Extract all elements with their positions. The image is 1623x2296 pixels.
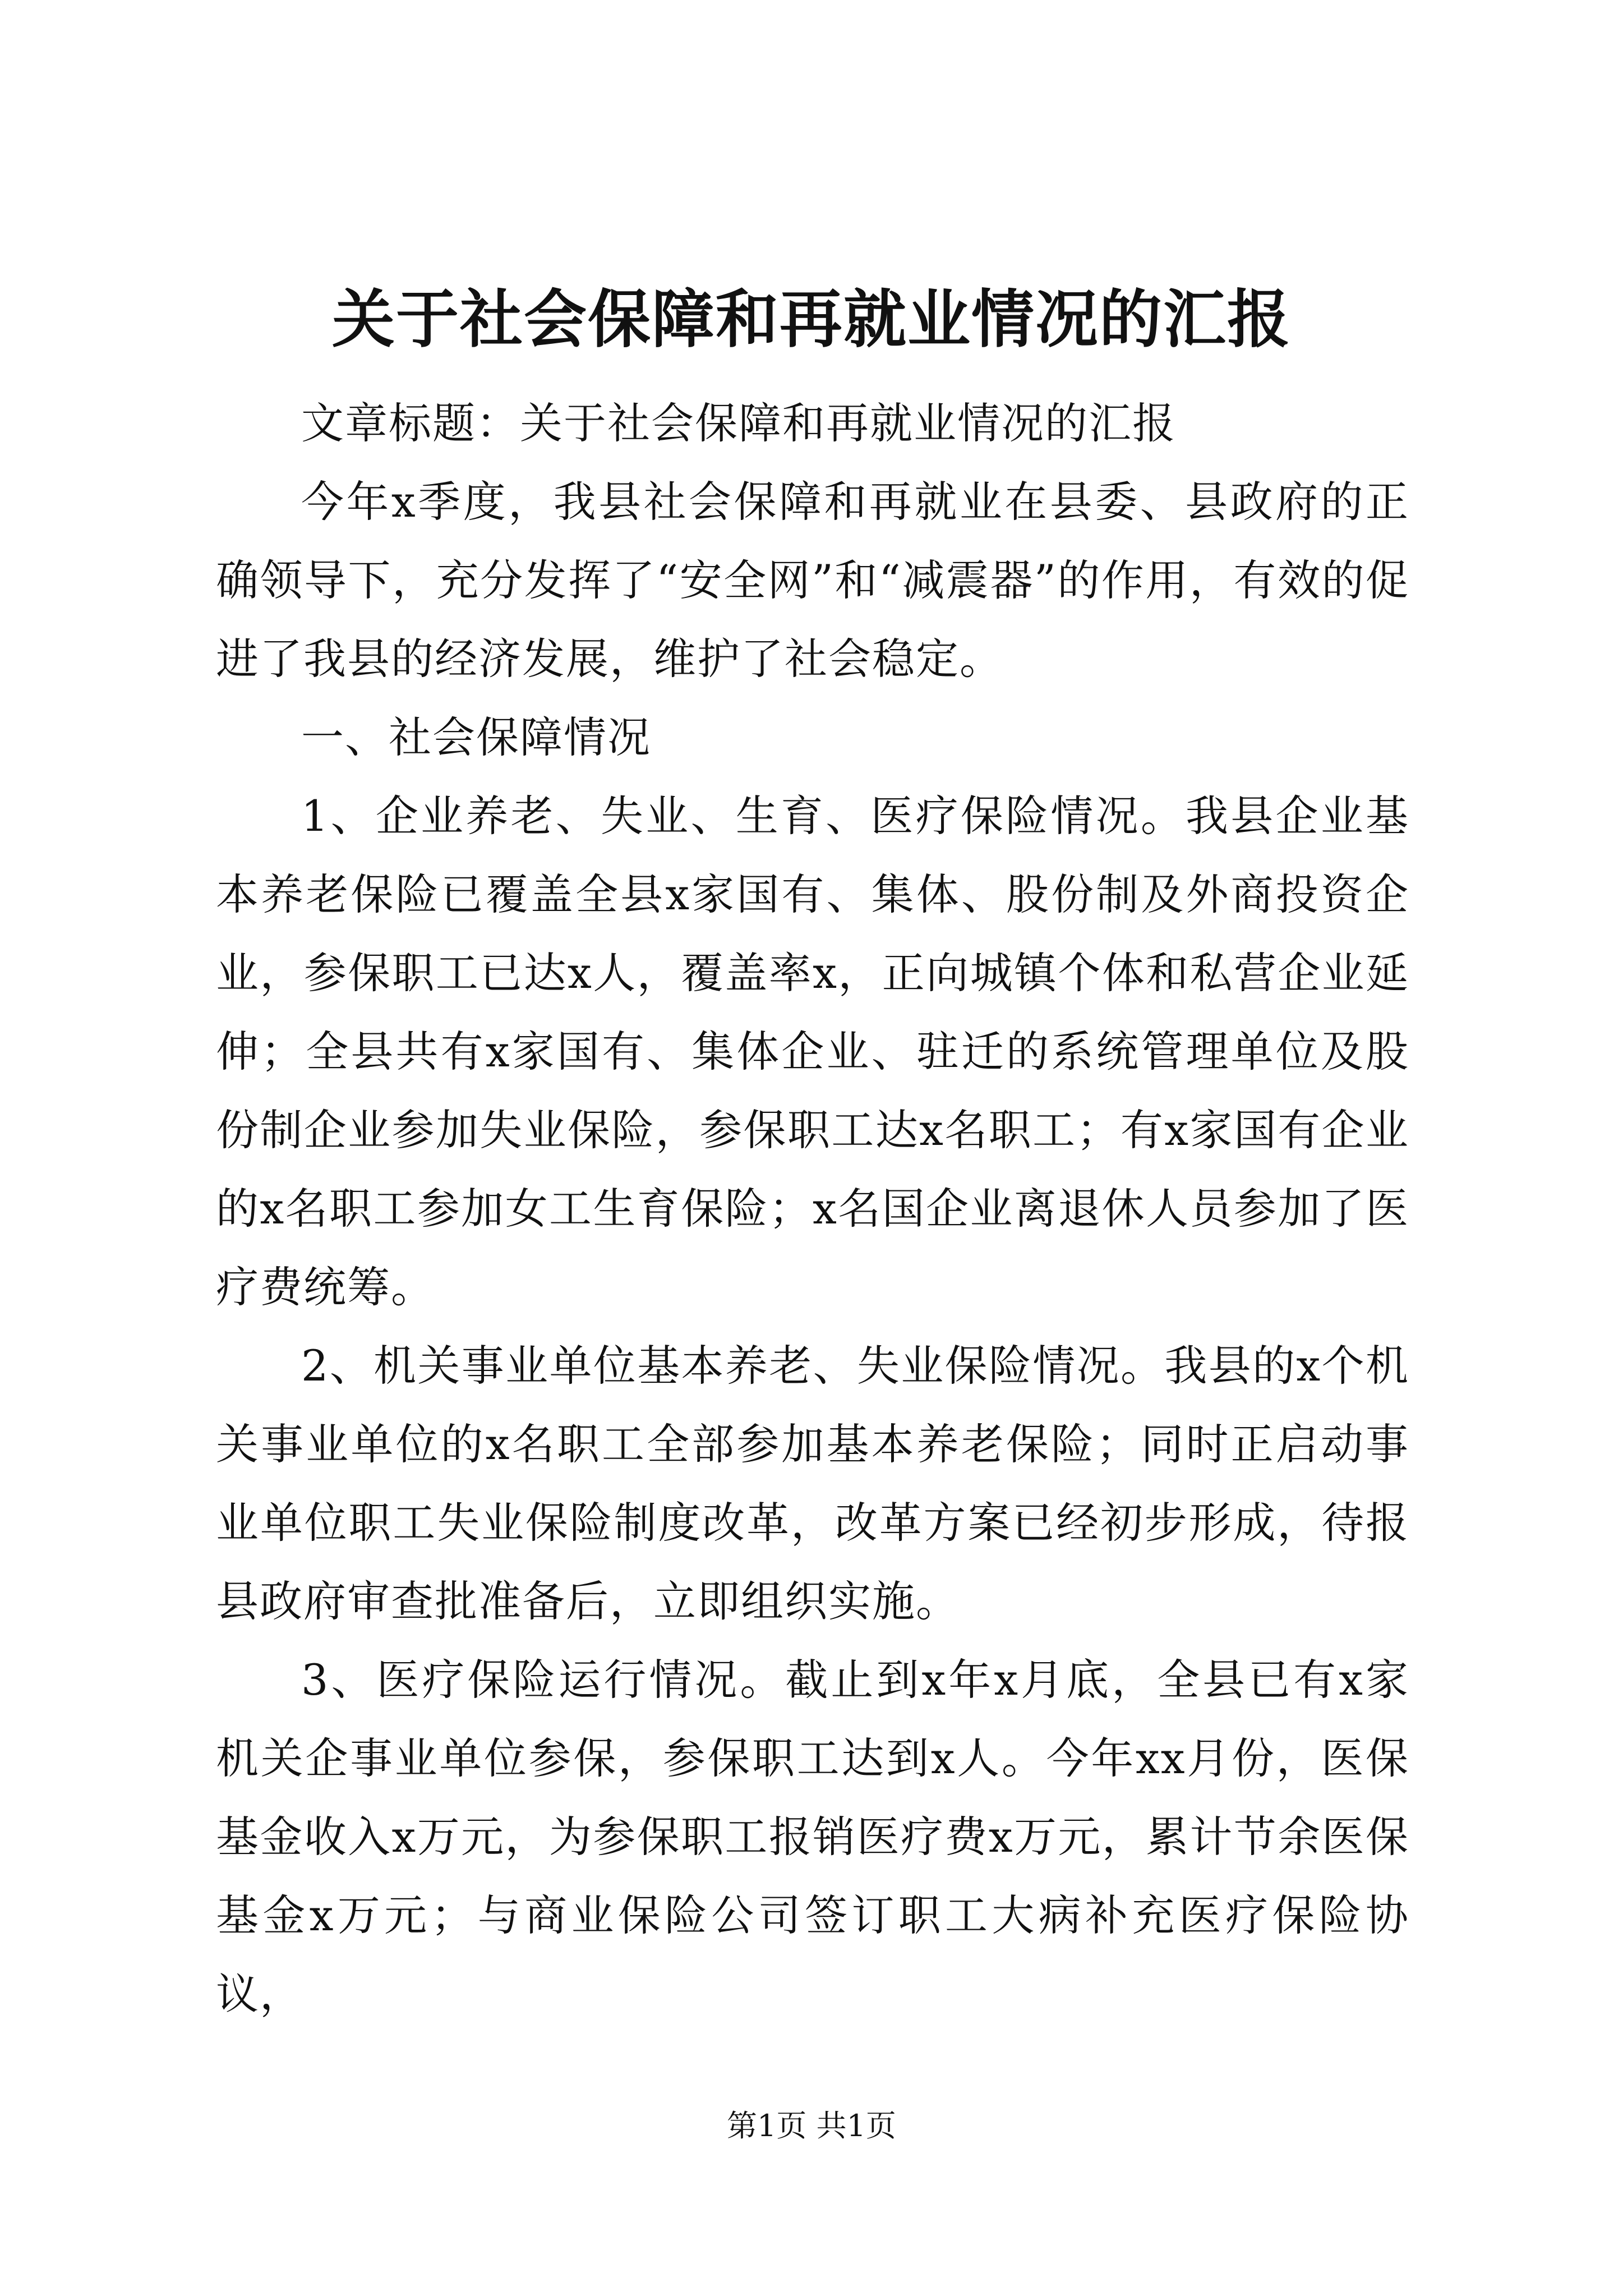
paragraph-intro: 今年x季度，我县社会保障和再就业在县委、县政府的正确领导下，充分发挥了“安全网”和“减震器”的作用，有效的促进了我县的经济发展，维护了社会稳定。 xyxy=(216,477,1409,684)
document-title: 关于社会保障和再就业情况的汇报 xyxy=(332,283,1291,356)
page-footer: 第1页 共1页 xyxy=(727,2108,896,2143)
paragraph-item-3: 3、医疗保险运行情况。截止到x年x月底，全县已有x家机关企事业单位参保，参保职工达到x人。今年xx月份，医保基金收入x万元，为参保职工报销医疗费x万元，累计节余医保基金x万元；与商业保险公司签订职工大病补充医疗保险协议， xyxy=(216,1655,1409,2019)
paragraph-article-title: 文章标题：关于社会保障和再就业情况的汇报 xyxy=(301,398,1176,448)
document-body xyxy=(216,384,1409,2033)
paragraph-item-2: 2、机关事业单位基本养老、失业保险情况。我县的x个机关事业单位的x名职工全部参加基本养老保险；同时正启动事业单位职工失业保险制度改革，改革方案已经初步形成，待报县政府审查批准备后，立即组织实施。 xyxy=(216,1341,1409,1626)
section-heading-social-security: 一、社会保障情况 xyxy=(301,712,651,762)
paragraph-item-1: 1、企业养老、失业、生育、医疗保险情况。我县企业基本养老保险已覆盖全县x家国有、集体、股份制及外商投资企业，参保职工已达x人，覆盖率x，正向城镇个体和私营企业延伸；全县共有x家国有、集体企业、驻迁的系统管理单位及股份制企业参加失业保险，参保职工达x名职工；有x家国有企业的x名职工参加女工生育保险；x名国企业离退休人员参加了医疗费统筹。 xyxy=(216,791,1409,1312)
